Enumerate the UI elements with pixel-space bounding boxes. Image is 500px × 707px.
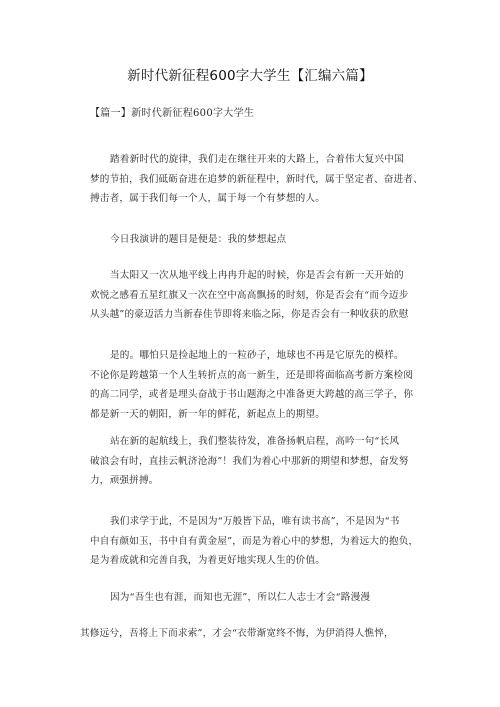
paragraph-line: 是的。哪怕只是捡起地上的一粒砂子，地球也不再是它原先的模样。	[110, 350, 404, 361]
paragraph-line: 力，顽强拼搏。	[90, 475, 159, 486]
paragraph-8	[80, 624, 420, 644]
paragraph-line: 都是新一天的朝阳，新一年的鲜花，新起点上的期望。	[90, 408, 326, 420]
paragraph-line: 其修远兮，吾将上下而求索”，才会“衣带渐宽终不悔，为伊消得人憔悴，	[80, 628, 394, 639]
paragraph-2	[90, 230, 420, 250]
section-heading: 【篇一】新时代新征程600字大学生	[90, 108, 255, 119]
paragraph-4	[90, 346, 420, 424]
paragraph-line: 我们求学于此，不是因为“万般皆下品，唯有读书高”，不是因为“书	[110, 516, 400, 527]
paragraph-1	[90, 150, 423, 209]
paragraph-line: 当太阳又一次从地平线上冉冉升起的时候，你是否会有新一天开始的	[110, 270, 404, 281]
paragraph-line: 站在新的起航线上，我们整装待发，准备扬帆启程，高吟一句“长风	[110, 436, 400, 447]
paragraph-6	[90, 512, 420, 571]
paragraph-line: 的高二同学，或者是埋头奋战于书山题海之中准备更大跨越的高三学子，你	[90, 389, 414, 400]
paragraph-line: 因为“吾生也有涯，而知也无涯”，所以仁人志士才会“路漫漫	[110, 592, 371, 603]
paragraph-line: 欢悦之感看五星红旗又一次在空中高高飘扬的时刻，你是否会有“而今迈步	[90, 289, 409, 301]
paragraph-7	[90, 588, 420, 608]
paragraph-line: 从头越”的豪迈活力当新春佳节即将来临之际，你是否会有一种收获的欣慰	[90, 309, 409, 320]
paragraph-line: 今日我演讲的题目是便是：我的梦想起点	[110, 234, 287, 245]
paragraph-5	[90, 432, 420, 491]
paragraph-line: 中自有颜如玉，书中自有黄金屋”，而是为着心中的梦想，为着远大的抱负，	[90, 535, 419, 547]
paragraph-line: 破浪会有时，直挂云帆济沧海”！我们为着心中那新的期望和梦想，奋发努	[90, 455, 409, 467]
document-title: 新时代新征程600字大学生【汇编六篇】	[127, 68, 373, 84]
paragraph-line: 不论你是跨越第一个人生转折点的高一新生，还是即将面临高考新方案检阅	[90, 369, 414, 381]
paragraph-line: 梦的节拍，我们砥砺奋进在追梦的新征程中，新时代，属于坚定者、奋进者、	[90, 173, 423, 185]
paragraph-3	[90, 266, 420, 325]
paragraph-line: 搏击者，属于我们每一个人，属于每一个有梦想的人。	[90, 193, 326, 204]
paragraph-line: 是为着成就和完善自我，为着更好地实现人生的价值。	[90, 555, 326, 566]
paragraph-line: 踏着新时代的旋律，我们走在继往开来的大路上，合着伟大复兴中国	[110, 154, 404, 165]
